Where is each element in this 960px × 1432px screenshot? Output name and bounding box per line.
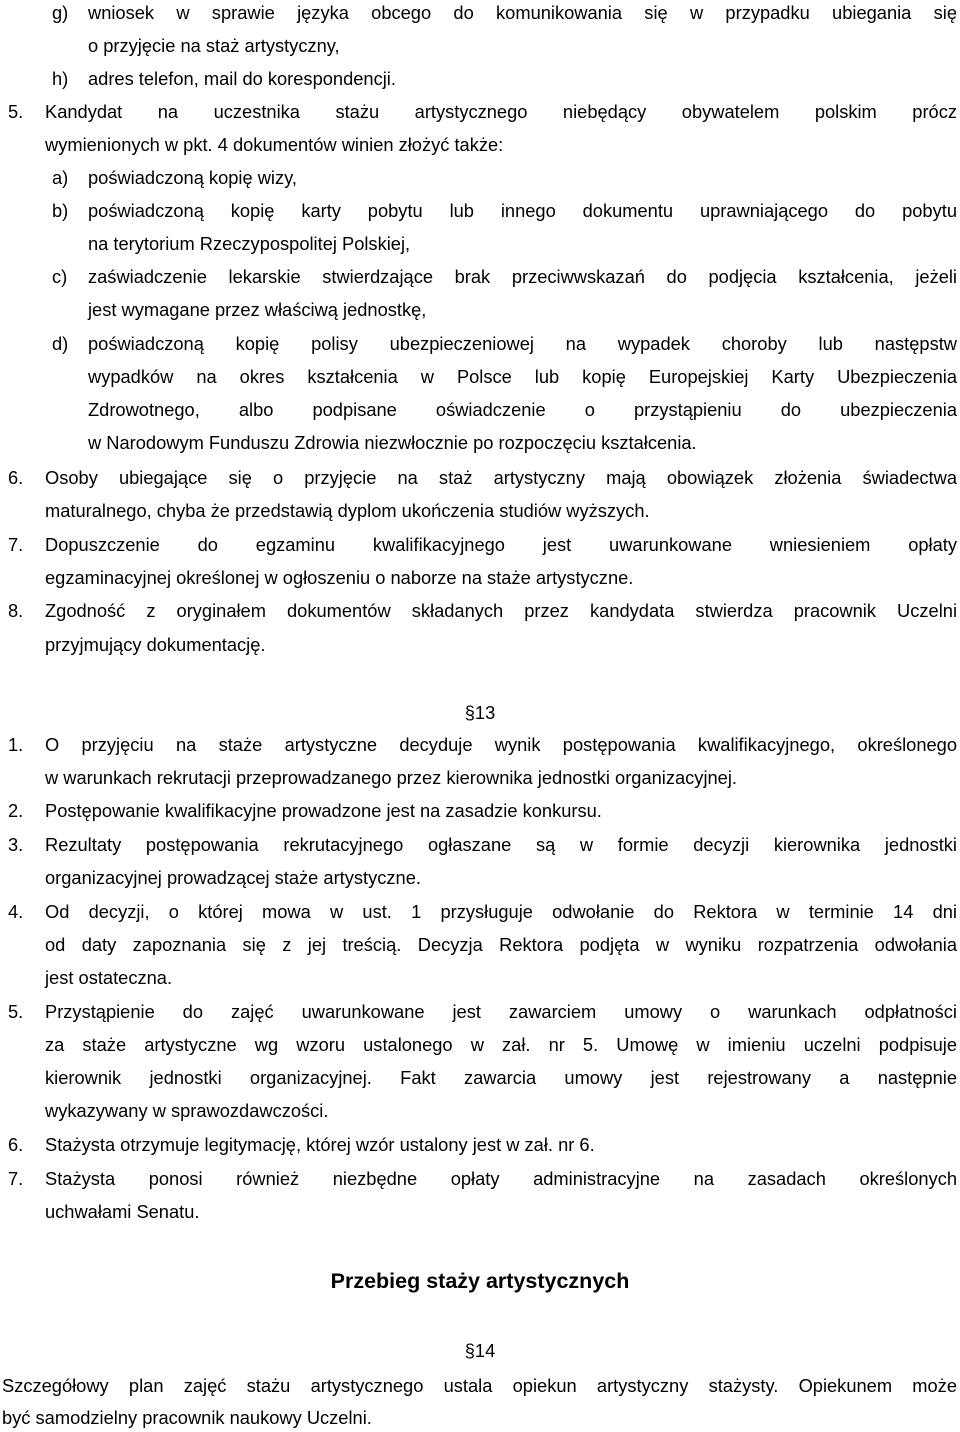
section-number: 13 <box>474 702 496 723</box>
s13-item-6-label: 6. <box>8 1134 24 1155</box>
item-5-sub-d-line2: wypadków na okres kształcenia w Polsce lub kopię Europejskiej Karty Ubezpieczenia <box>88 366 957 387</box>
s13-item-3-line2: organizacyjnej prowadzącej staże artystyczne. <box>45 867 421 888</box>
item-7-line2: egzaminacyjnej określonej w ogłoszeniu o naborze na staże artystyczne. <box>45 567 634 588</box>
s13-item-5-label: 5. <box>8 1001 24 1022</box>
item-5-sub-label-b: b) <box>52 200 69 221</box>
item-5-sub-d-line3: Zdrowotnego, albo podpisane oświadczenie o przystąpieniu do ubezpieczenia <box>88 399 957 420</box>
list-label-h: h) <box>52 68 69 89</box>
section-symbol: § <box>464 702 475 723</box>
item-5-sub-d-line1: poświadczoną kopię polisy ubezpieczeniowej na wypadek choroby lub następstw <box>88 333 957 354</box>
list-item-g-line2: o przyjęcie na staż artystyczny, <box>88 35 340 56</box>
s13-item-4-label: 4. <box>8 901 24 922</box>
s13-item-4-line1: Od decyzji, o której mowa w ust. 1 przysługuje odwołanie do Rektora w terminie 14 dni <box>45 901 957 922</box>
item-6-line2: maturalnego, chyba że przedstawią dyplom ukończenia studiów wyższych. <box>45 500 650 521</box>
item-5-line1: Kandydat na uczestnika stażu artystycznego niebędący obywatelem polskim prócz <box>45 101 957 122</box>
s13-item-3-label: 3. <box>8 834 24 855</box>
item-6-line1: Osoby ubiegające się o przyjęcie na staż artystyczny mają obowiązek złożenia świadectwa <box>45 467 957 488</box>
s13-item-5-line4: wykazywany w sprawozdawczości. <box>45 1100 329 1121</box>
s13-item-1-line2: w warunkach rekrutacji przeprowadzanego przez kierownika jednostki organizacyjnej. <box>45 767 737 788</box>
chapter-heading: Przebieg staży artystycznych <box>330 1269 630 1293</box>
item-5-sub-b-line1: poświadczoną kopię karty pobytu lub innego dokumentu uprawniającego do pobytu <box>88 200 957 221</box>
s13-item-4-line3: jest ostateczna. <box>45 967 173 988</box>
item-5-line2: wymienionych w pkt. 4 dokumentów winien złożyć także: <box>45 134 504 155</box>
list-item-g-line1: wniosek w sprawie języka obcego do komunikowania się w przypadku ubiegania się <box>88 2 957 23</box>
section-14-heading <box>430 1340 530 1362</box>
item-8-line1: Zgodność z oryginałem dokumentów składanych przez kandydata stwierdza pracownik Uczelni <box>45 600 957 621</box>
s13-item-5-line1: Przystąpienie do zajęć uwarunkowane jest zawarciem umowy o warunkach odpłatności <box>45 1001 957 1022</box>
item-8-line2: przyjmujący dokumentację. <box>45 634 266 655</box>
s13-item-5-line3: kierownik jednostki organizacyjnej. Fakt zawarcia umowy jest rejestrowany a następnie <box>45 1067 957 1088</box>
item-8-label: 8. <box>8 600 24 621</box>
item-5-sub-label-d: d) <box>52 333 69 354</box>
item-5-sub-c-line1: zaświadczenie lekarskie stwierdzające brak przeciwwskazań do podjęcia kształcenia, jeżeli <box>88 266 957 287</box>
s13-item-2-label: 2. <box>8 800 24 821</box>
list-label-g: g) <box>52 2 69 23</box>
s13-item-1-label: 1. <box>8 734 24 755</box>
s13-item-7-label: 7. <box>8 1168 24 1189</box>
s14-line1: Szczegółowy plan zajęć stażu artystycznego ustala opiekun artystyczny stażysty. Opiekunem może <box>2 1375 957 1396</box>
s13-item-5-line2: za staże artystyczne wg wzoru ustalonego w zał. nr 5. Umowę w imieniu uczelni podpisuje <box>45 1034 957 1055</box>
s13-item-7-line1: Stażysta ponosi również niezbędne opłaty administracyjne na zasadach określonych <box>45 1168 957 1189</box>
item-5-label: 5. <box>8 101 24 122</box>
s13-item-4-line2: od daty zapoznania się z jej treścią. Decyzja Rektora podjęta w wyniku rozpatrzenia odwołania <box>45 934 957 955</box>
item-5-sub-b-line2: na terytorium Rzeczypospolitej Polskiej, <box>88 233 411 254</box>
section-symbol: § <box>464 1340 475 1361</box>
s13-item-3-line1: Rezultaty postępowania rekrutacyjnego ogłaszane są w formie decyzji kierownika jednostki <box>45 834 957 855</box>
section-13-heading <box>430 702 530 724</box>
list-item-h-line1: adres telefon, mail do korespondencji. <box>88 68 396 89</box>
item-6-label: 6. <box>8 467 24 488</box>
section-number: 14 <box>474 1340 496 1361</box>
item-7-label: 7. <box>8 534 24 555</box>
s13-item-1-line1: O przyjęciu na staże artystyczne decyduje wynik postępowania kwalifikacyjnego, określonego <box>45 734 957 755</box>
s13-item-6-line1: Stażysta otrzymuje legitymację, której wzór ustalony jest w zał. nr 6. <box>45 1134 595 1155</box>
item-5-sub-a-line1: poświadczoną kopię wizy, <box>88 167 297 188</box>
item-5-sub-c-line2: jest wymagane przez właściwą jednostkę, <box>88 299 427 320</box>
item-7-line1: Dopuszczenie do egzaminu kwalifikacyjnego jest uwarunkowane wniesieniem opłaty <box>45 534 957 555</box>
s13-item-2-line1: Postępowanie kwalifikacyjne prowadzone jest na zasadzie konkursu. <box>45 800 602 821</box>
s13-item-7-line2: uchwałami Senatu. <box>45 1201 200 1222</box>
s14-line2: być samodzielny pracownik naukowy Uczelni. <box>2 1407 372 1428</box>
item-5-sub-label-c: c) <box>52 266 68 287</box>
item-5-sub-d-line4: w Narodowym Funduszu Zdrowia niezwłocznie po rozpoczęciu kształcenia. <box>88 432 697 453</box>
item-5-sub-label-a: a) <box>52 167 69 188</box>
